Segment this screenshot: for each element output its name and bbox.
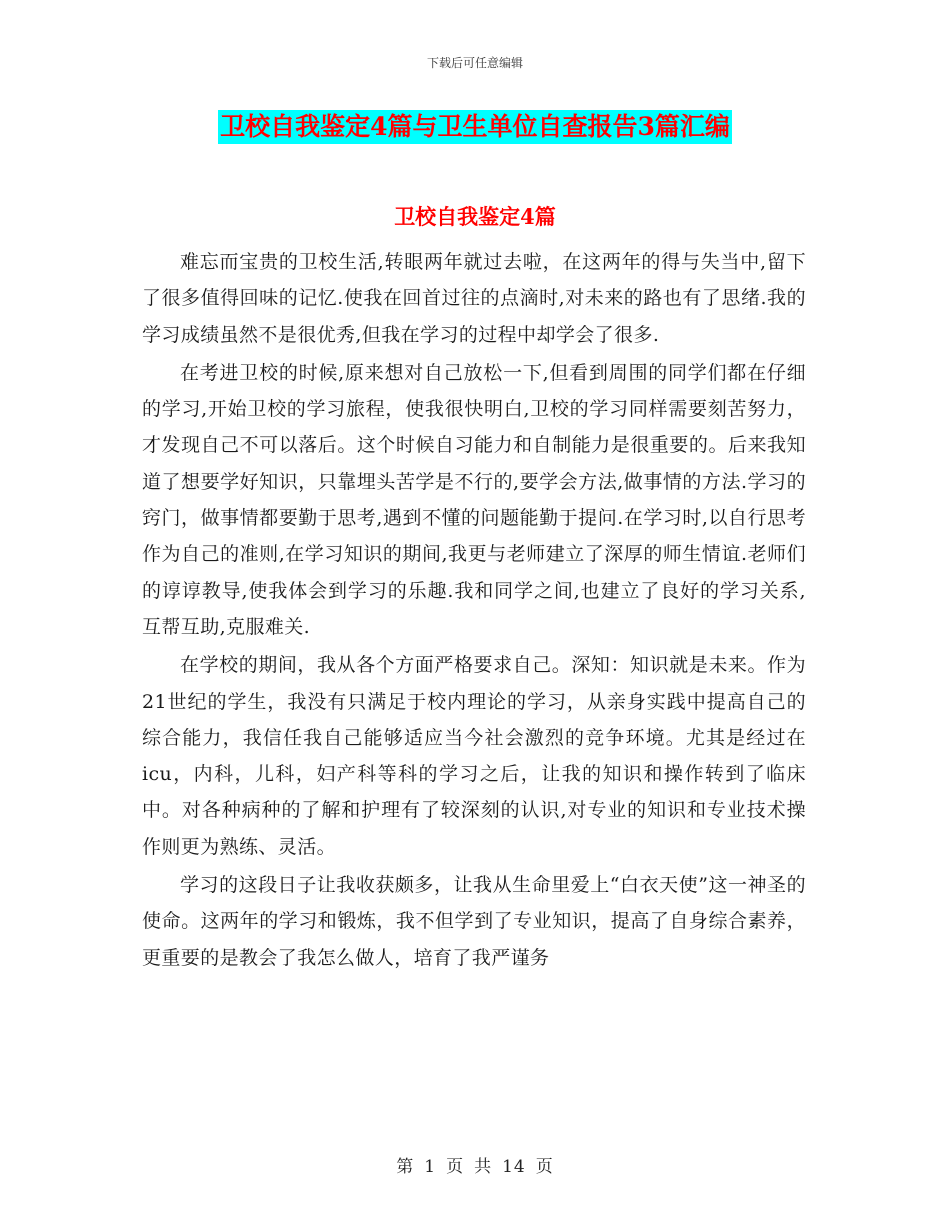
document-title-container [0, 110, 950, 144]
page-label-suffix: 页 [535, 1157, 554, 1177]
paragraph: 在学校的期间，我从各个方面严格要求自己。深知：知识就是未来。作为21世纪的学生，我没有只满足于校内理论的学习，从亲身实践中提高自己的综合能力，我信任我自己能够适应当今社会激烈的竞争环境。尤其是经过在icu，内科，儿科，妇产科等科的学习之后，让我的知识和操作转到了临床中。对各种病种的了解和护理有了较深刻的认识,对专业的知识和专业技术操作则更为熟练、灵活。 [142, 654, 806, 858]
document-body [142, 244, 806, 978]
page-label-prefix: 第 [396, 1157, 415, 1177]
paragraph: 难忘而宝贵的卫校生活,转眼两年就过去啦，在这两年的得与失当中,留下了很多值得回味的记忆.使我在回首过往的点滴时,对未来的路也有了思绪.我的学习成绩虽然不是很优秀,但我在学习的过程中却学会了很多. [142, 251, 806, 346]
page-header-note: 下载后可任意编辑 [426, 56, 523, 70]
document-title: 卫校自我鉴定4篇与卫生单位自查报告3篇汇编 [218, 110, 732, 144]
page-number-current: 1 [424, 1157, 437, 1177]
page-number-total: 14 [502, 1157, 526, 1177]
page-footer [0, 1152, 950, 1177]
paragraph: 在考进卫校的时候,原来想对自己放松一下,但看到周围的同学们都在仔细的学习,开始卫校的学习旅程，使我很快明白,卫校的学习同样需要刻苦努力，才发现自己不可以落后。这个时候自习能力和自制能力是很重要的。后来我知道了想要学好知识，只靠埋头苦学是不行的,要学会方法,做事情的方法.学习的窍门，做事情都要勤于思考,遇到不懂的问题能勤于提问.在学习时,以自行思考作为自己的准则,在学习知识的期间,我更与老师建立了深厚的师生情谊.老师们的谆谆教导,使我体会到学习的乐趣.我和同学之间,也建立了良好的学习关系,互帮互助,克服难关. [142, 361, 806, 638]
section-title: 卫校自我鉴定4篇 [394, 204, 556, 229]
page-total-prefix: 共 [474, 1157, 493, 1177]
page-label-mid: 页 [446, 1157, 465, 1177]
paragraph: 学习的这段日子让我收获颇多，让我从生命里爱上“白衣天使”这一神圣的使命。这两年的学习和锻炼，我不但学到了专业知识，提高了自身综合素养，更重要的是教会了我怎么做人，培育了我严谨务 [142, 874, 806, 969]
